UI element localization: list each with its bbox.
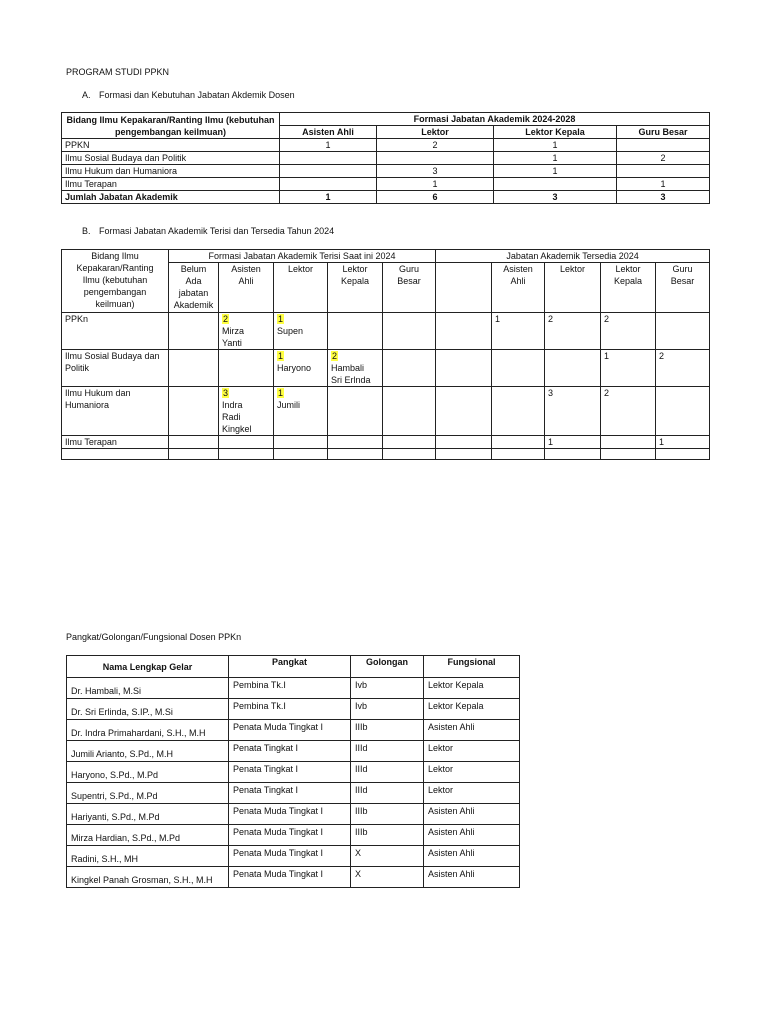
cell-guru-besar (383, 313, 436, 350)
cell-golongan: Ivb (351, 678, 424, 699)
section-c-title: Pangkat/Golongan/Fungsional Dosen PPKn (66, 632, 242, 642)
cell-golongan: IIIb (351, 825, 424, 846)
bidang-line: Politik (65, 363, 90, 373)
cell-guru-besar: 1 (617, 178, 710, 191)
cell-nama: Dr. Sri Erlinda, S.IP., M.Si (67, 699, 229, 720)
table-row (67, 699, 520, 720)
col-t-guru-besar (656, 263, 710, 313)
cell-asisten (280, 178, 377, 191)
cell-nama: Radini, S.H., MH (67, 846, 229, 867)
cell-t-lektor-kepala (601, 436, 656, 449)
program-title: PROGRAM STUDI PPKN (66, 67, 170, 77)
cell-bidang (62, 313, 169, 350)
table-row (62, 139, 710, 152)
cell-guru-besar: 2 (617, 152, 710, 165)
cell-belum (169, 350, 219, 387)
lecturer-name: Yanti (222, 338, 242, 348)
highlight-count: 1 (278, 314, 284, 324)
cell-guru-besar (617, 139, 710, 152)
column-header: Lektor (377, 126, 494, 139)
table-row (67, 762, 520, 783)
col-t-lektor: Lektor (545, 263, 601, 313)
cell-fungsional: Asisten Ahli (424, 804, 520, 825)
table-row (62, 165, 710, 178)
highlight-count: 2 (332, 351, 338, 361)
cell-lektor (274, 350, 328, 387)
cell-pangkat: Pembina Tk.I (229, 699, 351, 720)
cell-golongan: IIId (351, 783, 424, 804)
cell-belum (169, 436, 219, 449)
cell-t-lektor: 3 (545, 387, 601, 436)
cell-fungsional: Asisten Ahli (424, 720, 520, 741)
cell-t-guru-besar (656, 313, 710, 350)
empty-cell (62, 449, 169, 460)
bidang-line: PPKn (65, 314, 89, 324)
table-row (67, 783, 520, 804)
header-line: Guru (672, 264, 693, 274)
cell-t-lektor: 1 (545, 436, 601, 449)
column-header: Guru Besar (617, 126, 710, 139)
cell-lektor-kepala (328, 350, 383, 387)
cell-t-guru-besar (656, 387, 710, 436)
cell-tersedia-blank (436, 350, 492, 387)
pangkat-table (66, 655, 520, 888)
empty-cell (545, 449, 601, 460)
table-row (62, 350, 710, 387)
cell-nama: Jumili Arianto, S.Pd., M.H (67, 741, 229, 762)
lecturer-name: Kingkel (222, 424, 252, 434)
lecturer-name: Haryono (277, 363, 312, 373)
header-line: Ada (185, 276, 202, 286)
section-a-title: Formasi dan Kebutuhan Jabatan Akdemik Dosen (99, 90, 295, 100)
cell-lektor-kepala (328, 387, 383, 436)
cell-lektor-kepala: 1 (494, 139, 617, 152)
cell-pangkat: Penata Muda Tingkat I (229, 804, 351, 825)
column-header: Lektor Kepala (494, 126, 617, 139)
cell-nama: Mirza Hardian, S.Pd., M.Pd (67, 825, 229, 846)
cell-t-lektor-kepala: 2 (601, 387, 656, 436)
header-line: Besar (670, 276, 695, 286)
header-fungsional: Fungsional (424, 656, 520, 678)
col-asisten-ahli (219, 263, 274, 313)
formasi-table (61, 112, 710, 204)
cell-fungsional: Lektor (424, 783, 520, 804)
cell-golongan: Ivb (351, 699, 424, 720)
lecturer-name: Indra (222, 400, 243, 410)
cell-guru-besar (383, 436, 436, 449)
cell-pangkat: Penata Muda Tingkat I (229, 825, 351, 846)
table-row (67, 804, 520, 825)
cell-fungsional: Lektor (424, 762, 520, 783)
cell-guru-besar (383, 350, 436, 387)
total-lektor: 6 (377, 191, 494, 204)
cell-t-lektor-kepala: 1 (601, 350, 656, 387)
cell-bidang: PPKN (62, 139, 280, 152)
cell-guru-besar (617, 165, 710, 178)
cell-nama: Hariyanti, S.Pd., M.Pd (67, 804, 229, 825)
table-row (62, 313, 710, 350)
table-row (62, 436, 710, 449)
empty-cell (328, 449, 383, 460)
highlight-count: 3 (223, 388, 229, 398)
table-row (67, 867, 520, 888)
header-line: Kepala (340, 276, 370, 286)
cell-guru-besar (383, 387, 436, 436)
highlight-count: 1 (278, 388, 284, 398)
cell-bidang: Ilmu Sosial Budaya dan Politik (62, 152, 280, 165)
cell-t-asisten (492, 387, 545, 436)
cell-pangkat: Penata Muda Tingkat I (229, 846, 351, 867)
cell-golongan: X (351, 846, 424, 867)
cell-golongan: IIIb (351, 720, 424, 741)
cell-lektor-kepala (328, 313, 383, 350)
cell-lektor-kepala: 1 (494, 152, 617, 165)
table-row (67, 678, 520, 699)
col-t-lektor-kepala (601, 263, 656, 313)
empty-cell (169, 449, 219, 460)
cell-lektor (274, 313, 328, 350)
section-b-title: Formasi Jabatan Akademik Terisi dan Tersedia Tahun 2024 (99, 226, 335, 236)
cell-golongan: IIIb (351, 804, 424, 825)
cell-lektor (274, 387, 328, 436)
cell-nama: Kingkel Panah Grosman, S.H., M.H (67, 867, 229, 888)
cell-golongan: IIId (351, 762, 424, 783)
cell-pangkat: Pembina Tk.I (229, 678, 351, 699)
cell-t-asisten: 1 (492, 313, 545, 350)
total-lektor-kepala: 3 (494, 191, 617, 204)
empty-row (62, 449, 710, 460)
header-line: pengembangan (83, 287, 147, 297)
cell-asisten: 1 (280, 139, 377, 152)
table-row (67, 720, 520, 741)
table-row (67, 825, 520, 846)
cell-t-guru-besar: 1 (656, 436, 710, 449)
lecturer-name: Jumili (277, 400, 301, 410)
empty-cell (436, 449, 492, 460)
header-line: Asisten (231, 264, 261, 274)
table-row (67, 846, 520, 867)
cell-asisten (280, 152, 377, 165)
header-line: Bidang Ilmu (91, 251, 139, 261)
col-belum-ada (169, 263, 219, 313)
header-formasi: Formasi Jabatan Akademik 2024-2028 (280, 113, 710, 126)
cell-pangkat: Penata Tingkat I (229, 741, 351, 762)
cell-t-lektor-kepala: 2 (601, 313, 656, 350)
lecturer-name: Sri Erlnda (331, 375, 371, 385)
cell-pangkat: Penata Muda Tingkat I (229, 720, 351, 741)
section-b-marker: B. (82, 226, 91, 236)
col-lektor: Lektor (274, 263, 328, 313)
cell-bidang (62, 436, 169, 449)
lecturer-name: Mirza (222, 326, 244, 336)
cell-asisten (219, 436, 274, 449)
highlight-count: 1 (278, 351, 284, 361)
header-line: Belum (180, 264, 207, 274)
cell-t-lektor: 2 (545, 313, 601, 350)
cell-t-lektor (545, 350, 601, 387)
bidang-line: Ilmu Terapan (65, 437, 117, 447)
header-nama: Nama Lengkap Gelar (67, 656, 229, 678)
lecturer-name: Supen (277, 326, 304, 336)
cell-fungsional: Lektor (424, 741, 520, 762)
cell-pangkat: Penata Tingkat I (229, 783, 351, 804)
lecturer-name: Radi (222, 412, 241, 422)
cell-asisten (280, 165, 377, 178)
total-guru-besar: 3 (617, 191, 710, 204)
empty-cell (219, 449, 274, 460)
header-bidang-b (62, 250, 169, 313)
cell-belum (169, 387, 219, 436)
table-row (62, 152, 710, 165)
section-a-marker: A. (82, 90, 91, 100)
cell-t-asisten (492, 350, 545, 387)
cell-lektor-kepala (328, 436, 383, 449)
cell-nama: Dr. Indra Primahardani, S.H., M.H (67, 720, 229, 741)
header-tersedia: Jabatan Akademik Tersedia 2024 (436, 250, 710, 263)
cell-nama: Supentri, S.Pd., M.Pd (67, 783, 229, 804)
cell-lektor: 2 (377, 139, 494, 152)
cell-t-asisten (492, 436, 545, 449)
column-header: Asisten Ahli (280, 126, 377, 139)
header-line: Ilmu (kebutuhan (82, 275, 148, 285)
cell-pangkat: Penata Tingkat I (229, 762, 351, 783)
cell-tersedia-blank (436, 436, 492, 449)
total-asisten: 1 (280, 191, 377, 204)
header-line: Besar (397, 276, 421, 286)
header-line: Kepakaran/Ranting (76, 263, 154, 273)
header-pangkat: Pangkat (229, 656, 351, 678)
header-line: jabatan (178, 288, 209, 298)
table-row (62, 178, 710, 191)
cell-lektor (274, 436, 328, 449)
cell-golongan: IIId (351, 741, 424, 762)
highlight-count: 2 (223, 314, 229, 324)
header-line: Ahli (238, 276, 254, 286)
cell-lektor-kepala: 1 (494, 165, 617, 178)
cell-lektor-kepala (494, 178, 617, 191)
cell-asisten (219, 313, 274, 350)
col-tersedia-blank (436, 263, 492, 313)
header-line: Kepala (614, 276, 643, 286)
empty-cell (492, 449, 545, 460)
cell-asisten (219, 387, 274, 436)
col-t-asisten-ahli (492, 263, 545, 313)
header-bidang: Bidang Ilmu Kepakaran/Ranting Ilmu (kebutuhan pengembangan keilmuan) (62, 113, 280, 139)
cell-fungsional: Asisten Ahli (424, 846, 520, 867)
empty-cell (383, 449, 436, 460)
header-line: Asisten (503, 264, 533, 274)
cell-bidang: Ilmu Terapan (62, 178, 280, 191)
cell-belum (169, 313, 219, 350)
cell-asisten (219, 350, 274, 387)
cell-fungsional: Lektor Kepala (424, 678, 520, 699)
header-line: Lektor (342, 264, 368, 274)
header-line: Guru (399, 264, 420, 274)
empty-cell (656, 449, 710, 460)
cell-nama: Dr. Hambali, M.Si (67, 678, 229, 699)
table-row (67, 741, 520, 762)
formasi-terisi-table (61, 249, 710, 460)
empty-cell (274, 449, 328, 460)
col-lektor-kepala (328, 263, 383, 313)
cell-lektor: 1 (377, 178, 494, 191)
lecturer-name: Hambali (331, 363, 365, 373)
total-bidang: Jumlah Jabatan Akademik (62, 191, 280, 204)
cell-bidang (62, 387, 169, 436)
header-golongan: Golongan (351, 656, 424, 678)
cell-tersedia-blank (436, 387, 492, 436)
empty-cell (601, 449, 656, 460)
cell-t-guru-besar: 2 (656, 350, 710, 387)
cell-bidang: Ilmu Hukum dan Humaniora (62, 165, 280, 178)
cell-lektor (377, 152, 494, 165)
cell-pangkat: Penata Muda Tingkat I (229, 867, 351, 888)
cell-fungsional: Asisten Ahli (424, 867, 520, 888)
total-row (62, 191, 710, 204)
cell-lektor: 3 (377, 165, 494, 178)
cell-bidang (62, 350, 169, 387)
bidang-line: Ilmu Sosial Budaya dan (65, 351, 160, 361)
cell-fungsional: Asisten Ahli (424, 825, 520, 846)
header-line: keilmuan) (95, 299, 135, 309)
table-row (62, 387, 710, 436)
bidang-line: Humaniora (65, 400, 110, 410)
cell-fungsional: Lektor Kepala (424, 699, 520, 720)
header-line: Akademik (173, 300, 214, 310)
header-line: Lektor (615, 264, 641, 274)
header-terisi: Formasi Jabatan Akademik Terisi Saat ini 2024 (169, 250, 436, 263)
col-guru-besar (383, 263, 436, 313)
cell-tersedia-blank (436, 313, 492, 350)
cell-golongan: X (351, 867, 424, 888)
header-line: Ahli (510, 276, 526, 286)
cell-nama: Haryono, S.Pd., M.Pd (67, 762, 229, 783)
bidang-line: Ilmu Hukum dan (65, 388, 131, 398)
